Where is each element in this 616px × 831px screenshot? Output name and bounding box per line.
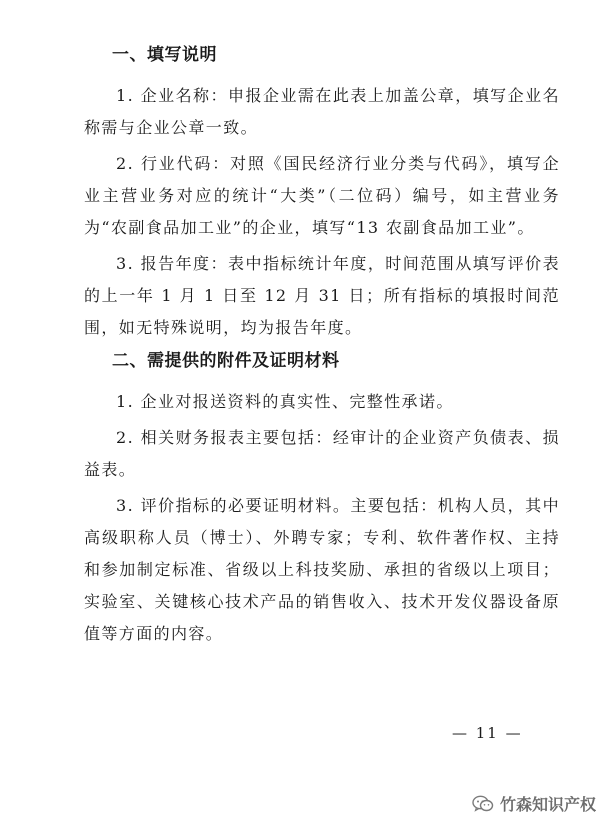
document-content [84, 42, 560, 654]
watermark [472, 792, 596, 815]
section-heading-attachments: 二、需提供的附件及证明材料 [112, 351, 340, 371]
watermark-text: 竹森知识产权 [500, 795, 597, 814]
paragraph-company-name: 1. 企业名称：申报企业需在此表上加盖公章，填写企业名称需与企业公章一致。 [84, 86, 560, 137]
page-number: — 11 — [452, 724, 523, 742]
paragraph-report-year: 3. 报告年度：表中指标统计年度，时间范围从填写评价表的上一年 1 月 1 日至 12 月 31 日；所有指标的填报时间范围，如无特殊说明，均为报告年度。 [84, 254, 560, 337]
paragraph-commitment: 1. 企业对报送资料的真实性、完整性承诺。 [116, 392, 454, 411]
section-heading-instructions: 一、填写说明 [112, 45, 217, 65]
paragraph-evidence-materials: 3. 评价指标的必要证明材料。主要包括：机构人员，其中高级职称人员（博士）、外聘专家；专利、软件著作权、主持和参加制定标准、省级以上科技奖励、承担的省级以上项目；实验室、关键核心技术产品的销售收入、技术开发仪器设备原值等方面的内容。 [84, 496, 560, 643]
paragraph-industry-code: 2. 行业代码：对照《国民经济行业分类与代码》，填写企业主营业务对应的统计“大类”（二位码）编号，如主营业务为“农副食品加工业”的企业，填写“13 农副食品加工业”。 [84, 154, 560, 237]
wechat-icon [472, 795, 494, 813]
paragraph-financial-statements: 2. 相关财务报表主要包括：经审计的企业资产负债表、损益表。 [84, 428, 560, 479]
